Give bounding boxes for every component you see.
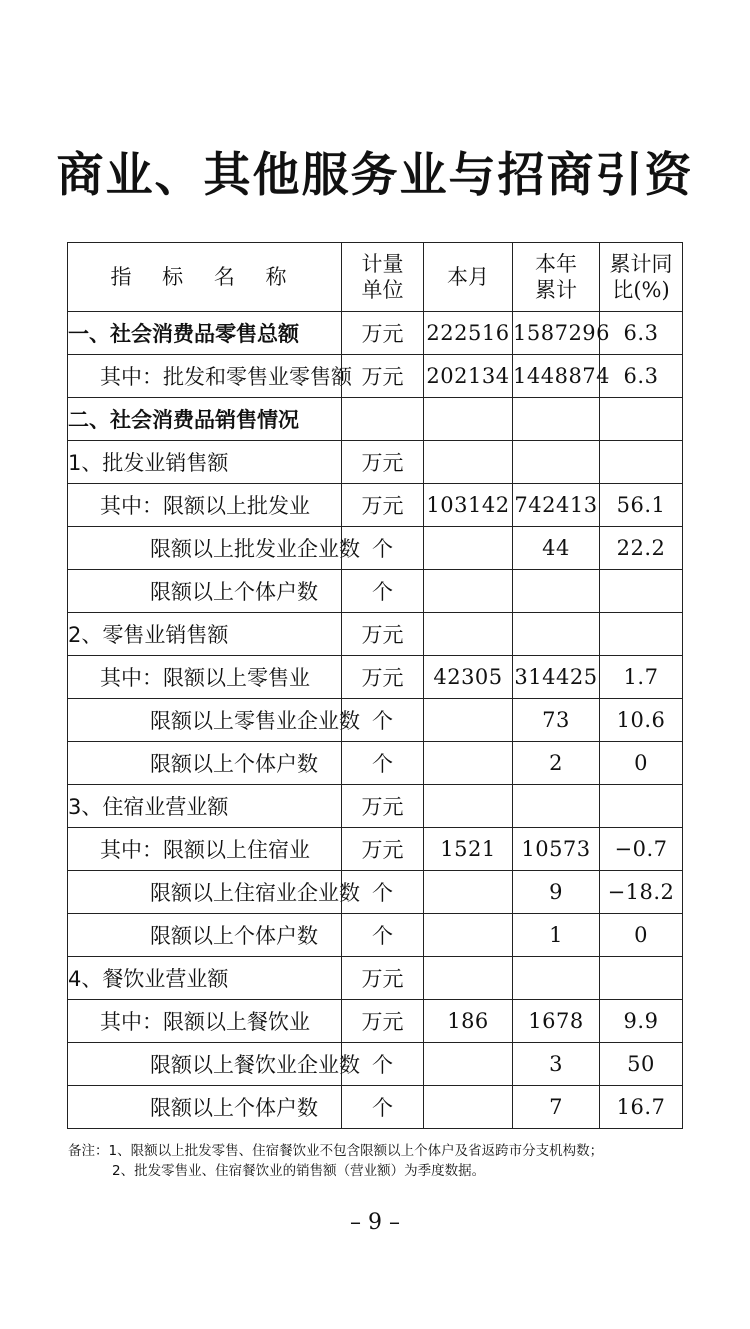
row-month: [424, 742, 513, 785]
table-row: [68, 914, 683, 957]
page-title: 商业、其他服务业与招商引资: [56, 148, 694, 203]
table-row: [68, 1086, 683, 1129]
row-ytd: 9: [513, 871, 600, 914]
table-row: [68, 613, 683, 656]
row-name: 2、零售业销售额: [68, 613, 342, 656]
row-ytd: 3: [513, 1043, 600, 1086]
row-unit: 个: [342, 570, 424, 613]
header-unit: 计量 单位: [342, 243, 424, 312]
row-yoy: 1.7: [600, 656, 683, 699]
row-ytd: 10573: [513, 828, 600, 871]
row-unit: 万元: [342, 656, 424, 699]
table-row: [68, 527, 683, 570]
row-month: [424, 1086, 513, 1129]
row-unit: 个: [342, 914, 424, 957]
row-name: 其中：批发和零售业零售额: [68, 355, 342, 398]
row-month: 1521: [424, 828, 513, 871]
row-ytd: 1678: [513, 1000, 600, 1043]
row-unit: 万元: [342, 1000, 424, 1043]
row-yoy: −18.2: [600, 871, 683, 914]
row-name: 限额以上个体户数: [68, 1086, 342, 1129]
table-row: [68, 957, 683, 1000]
row-month: [424, 785, 513, 828]
row-month: 186: [424, 1000, 513, 1043]
table-header-row: [68, 243, 683, 312]
row-name: 限额以上零售业企业数: [68, 699, 342, 742]
row-month: 42305: [424, 656, 513, 699]
row-ytd: 73: [513, 699, 600, 742]
table-row: [68, 570, 683, 613]
table-row: [68, 441, 683, 484]
table-row: [68, 699, 683, 742]
row-ytd: 1587296: [513, 312, 600, 355]
table-row: [68, 656, 683, 699]
row-name: 限额以上个体户数: [68, 570, 342, 613]
table-row: [68, 312, 683, 355]
row-yoy: 0: [600, 914, 683, 957]
row-unit: 个: [342, 871, 424, 914]
row-ytd: 314425: [513, 656, 600, 699]
statistics-table: [67, 242, 683, 1129]
row-ytd: 2: [513, 742, 600, 785]
row-unit: 万元: [342, 828, 424, 871]
table-row: [68, 398, 683, 441]
row-name: 限额以上个体户数: [68, 914, 342, 957]
row-month: 222516: [424, 312, 513, 355]
row-name: 4、餐饮业营业额: [68, 957, 342, 1000]
row-yoy: [600, 441, 683, 484]
row-ytd: 742413: [513, 484, 600, 527]
row-ytd: [513, 613, 600, 656]
row-yoy: 50: [600, 1043, 683, 1086]
row-month: [424, 957, 513, 1000]
table-row: [68, 484, 683, 527]
row-unit: 个: [342, 699, 424, 742]
table-row: [68, 1000, 683, 1043]
row-yoy: 56.1: [600, 484, 683, 527]
row-unit: [342, 398, 424, 441]
row-ytd: 7: [513, 1086, 600, 1129]
row-yoy: [600, 785, 683, 828]
row-yoy: 0: [600, 742, 683, 785]
row-month: [424, 914, 513, 957]
row-yoy: 10.6: [600, 699, 683, 742]
table-row: [68, 828, 683, 871]
row-yoy: [600, 957, 683, 1000]
row-ytd: 1: [513, 914, 600, 957]
row-yoy: [600, 570, 683, 613]
row-name: 限额以上批发业企业数: [68, 527, 342, 570]
row-ytd: [513, 441, 600, 484]
table-row: [68, 785, 683, 828]
row-yoy: 6.3: [600, 355, 683, 398]
row-ytd: 1448874: [513, 355, 600, 398]
table-row: [68, 355, 683, 398]
row-name: 3、住宿业营业额: [68, 785, 342, 828]
row-name: 其中：限额以上零售业: [68, 656, 342, 699]
row-unit: 个: [342, 527, 424, 570]
row-name: 一、社会消费品零售总额: [68, 312, 342, 355]
row-name: 限额以上住宿业企业数: [68, 871, 342, 914]
row-month: [424, 613, 513, 656]
table-row: [68, 1043, 683, 1086]
footnote-2: 2、批发零售业、住宿餐饮业的销售额（营业额）为季度数据。: [112, 1163, 486, 1179]
row-name: 1、批发业销售额: [68, 441, 342, 484]
row-name: 其中：限额以上住宿业: [68, 828, 342, 871]
row-month: [424, 699, 513, 742]
footnote-1: 备注：1、限额以上批发零售、住宿餐饮业不包含限额以上个体户及省返跨市分支机构数；: [68, 1143, 604, 1159]
row-ytd: [513, 570, 600, 613]
header-yoy-change: 累计同 比(%): [600, 243, 683, 312]
row-yoy: 6.3: [600, 312, 683, 355]
row-month: 103142: [424, 484, 513, 527]
table-row: [68, 871, 683, 914]
row-unit: 万元: [342, 484, 424, 527]
row-unit: 个: [342, 742, 424, 785]
row-month: [424, 1043, 513, 1086]
row-unit: 万元: [342, 441, 424, 484]
row-name: 其中：限额以上批发业: [68, 484, 342, 527]
row-month: [424, 527, 513, 570]
row-unit: 个: [342, 1043, 424, 1086]
row-yoy: [600, 613, 683, 656]
row-month: [424, 441, 513, 484]
row-yoy: 16.7: [600, 1086, 683, 1129]
row-unit: 万元: [342, 957, 424, 1000]
row-yoy: [600, 398, 683, 441]
footnotes: [68, 1141, 603, 1181]
row-month: [424, 398, 513, 441]
row-yoy: 9.9: [600, 1000, 683, 1043]
row-month: [424, 871, 513, 914]
row-ytd: [513, 785, 600, 828]
table-row: [68, 742, 683, 785]
row-name: 二、社会消费品销售情况: [68, 398, 342, 441]
row-ytd: [513, 957, 600, 1000]
header-current-month: 本月: [424, 243, 513, 312]
row-unit: 万元: [342, 785, 424, 828]
row-name: 其中：限额以上餐饮业: [68, 1000, 342, 1043]
page-number: – 9 –: [350, 1210, 400, 1235]
header-indicator-name: 指 标 名 称: [68, 243, 342, 312]
row-unit: 万元: [342, 613, 424, 656]
row-ytd: [513, 398, 600, 441]
row-name: 限额以上餐饮业企业数: [68, 1043, 342, 1086]
row-yoy: 22.2: [600, 527, 683, 570]
row-month: 202134: [424, 355, 513, 398]
row-unit: 万元: [342, 355, 424, 398]
row-ytd: 44: [513, 527, 600, 570]
row-yoy: −0.7: [600, 828, 683, 871]
row-name: 限额以上个体户数: [68, 742, 342, 785]
row-unit: 个: [342, 1086, 424, 1129]
header-year-to-date: 本年 累计: [513, 243, 600, 312]
row-unit: 万元: [342, 312, 424, 355]
row-month: [424, 570, 513, 613]
